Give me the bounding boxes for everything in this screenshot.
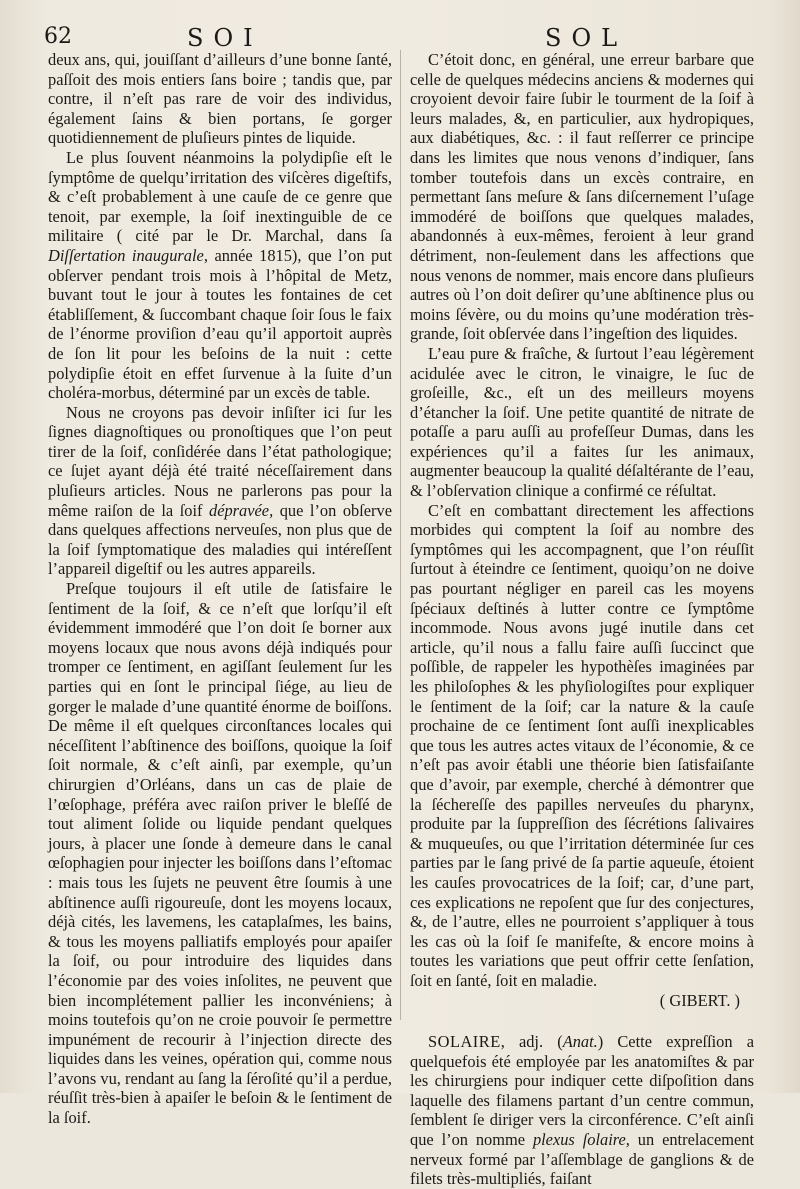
paragraph: deux ans, qui, jouiſſant d’ailleurs d’une bonne ſanté, paſſoit des mois entiers ſans boire ; tandis que, par contre, il n’eſt pas rare de voir des individus, également ſains & bien portans, ſe gorger quotidiennement de pluſieurs pintes de liquide. xyxy=(48,50,392,148)
page-number: 62 xyxy=(44,24,72,49)
italic-term: plexus ſolaire, xyxy=(532,1130,630,1150)
italic-term: dépravée, xyxy=(209,500,274,520)
page-header xyxy=(0,18,800,54)
italic-title: Diſſertation inaugurale xyxy=(48,245,204,265)
spacer xyxy=(410,1010,754,1032)
column-divider xyxy=(400,50,401,1020)
entry-headword: SOLAIRE xyxy=(428,1032,501,1052)
author-signature: ( GIBERT. ) xyxy=(659,990,740,1010)
running-head-left: SOI xyxy=(187,24,263,52)
running-head-right: SOL xyxy=(545,24,628,52)
paragraph: C’eſt en combattant directement les affections morbides qui comptent la ſoif au nombre des ſymptômes qui les accompagnent, que l’on réuſſit ſurtout à éteindre ce ſentiment, quoiqu’on ne doive pas pourtant négliger en pareil cas les moyens ſpéciaux deſtinés à lutter contre ce ſymptôme incommode. Nous avons jugé inutile dans cet article, qu’il nous a fallu faire auſſi ſuccinct que poſſible, de rappeler les hypothèſes imaginées par les philoſophes & les phyſiologiſtes pour expliquer le ſentiment de la ſoif; car la nature & la cauſe prochaine de ce ſentiment ſont auſſi inexplicables que tous les autres actes vitaux de l’économie, & ce n’eſt pas avoir établi une théorie bien ſatisfaiſante que d’avoir, par exemple, cherché à démontrer que la ſéchereſſe des papilles nerveuſes du pharynx, produite par la ſuppreſſion des ſécrétions ſalivaires & muqueuſes, ou que l’irritation déterminée ſur ces parties par le ſang privé de ſa partie aqueuſe, étoient les cauſes provocatrices de la ſoif; car, d’une part, ces explications ne repoſent que ſur des conjectures, &, de l’autre, elles ne pourroient s’appliquer à tous les cas où la ſoif ſe manifeſte, & encore moins à toutes les variations que peut offrir cette ſenſation, ſoit en ſanté, ſoit en maladie. xyxy=(410,500,754,990)
entry-abbreviation: Anat. xyxy=(562,1032,598,1052)
dictionary-entry: SOLAIRE, adj. (Anat.) Cette expreſſion a quelquefois été employée par les anatomiſtes & par les chirurgiens pour indiquer cette diſpoſition dans laquelle des filamens partant d’un centre commun, ſemblent ſe diriger vers la circonférence. C’eſt ainſi que l’on nomme plexus ſolaire, un entrelacement nerveux formé par l’aſſemblage de ganglions & de filets très-multipliés, faiſant xyxy=(410,1032,755,1189)
right-column xyxy=(410,50,754,1189)
paragraph: L’eau pure & fraîche, & ſurtout l’eau légèrement acidulée avec le citron, le vinaigre, le ſuc de groſeille, &c., eſt un des meilleurs moyens d’étancher la ſoif. Une petite quantité de nitrate de potaſſe a paru auſſi au profeſſeur Dumas, dans les expériences qu’il a faites ſur les animaux, augmenter beaucoup la qualité déſaltérante de l’eau, & l’obſervation clinique a confirmé ce réſultat. xyxy=(410,343,754,501)
paragraph: C’étoit donc, en général, une erreur barbare que celle de quelques médecins anciens & modernes qui croyoient devoir faire ſubir le tourment de la ſoif à leurs malades, &, en particulier, aux hydropiques, aux diabétiques, &c. : il faut reſſerrer ce principe dans les limites que nous venons d’indiquer, ſans tomber toutefois dans un excès contraire, en permettant ſans meſure & ſans diſcernement l’uſage immodéré de boiſſons que quelques malades, abandonnés à eux-mêmes, feroient à leur grand détriment, non-ſeulement dans les affections que nous venons de nommer, mais encore dans pluſieurs autres où l’on doit deſirer qu’une abſtinence plus ou moins ſévère, ou du moins qu’une modération très-grande, ſoit obſervée dans l’ingeſtion des liquides. xyxy=(410,50,754,344)
paragraph: Le plus ſouvent néanmoins la polydipſie eſt le ſymptôme de quelqu’irritation des viſcères digeſtifs, & c’eſt probablement à une cauſe de ce genre que tenoit, par exemple, la ſoif inextinguible de ce militaire ( cité par le Dr. Marchal, dans ſa Diſſertation inaugurale, année 1815), que l’on put obſerver pendant trois mois à l’hôpital de Metz, buvant tout le jour à toutes les fontaines de cet établiſſement, & ſuccombant chaque ſoir ſous le faix de l’énorme proviſion d’eau qu’il apportoit auprès de ſon lit pour les beſoins de la nuit : cette polydipſie étoit en effet ſurvenue à la ſuite d’un choléra-morbus, déterminé par un excès de table. xyxy=(48,147,393,403)
left-column xyxy=(48,50,392,1128)
paragraph: Nous ne croyons pas devoir inſiſter ici ſur les ſignes diagnoſtiques ou pronoſtiques que l’on peut tirer de la ſoif, conſidérée dans l’état pathologique; ce ſujet ayant déjà été traité néceſſairement dans pluſieurs articles. Nous ne parlerons pas pour la même raiſon de la ſoif dépravée, que l’on obſerve dans quelques affections nerveuſes, non plus que de la ſoif ſymptomatique des maladies qui intéreſſent l’appareil digeſtif ou les autres appareils. xyxy=(48,402,392,579)
paragraph: Preſque toujours il eſt utile de ſatisfaire le ſentiment de la ſoif, & ce n’eſt que lorſqu’il eſt évidemment immodéré que l’on doit ſe borner aux moyens locaux que nous avons déjà indiqués pour tromper ce ſentiment, en agiſſant ſeulement ſur les parties qui en ſont le principal ſiége, au lieu de gorger le malade d’une quantité énorme de boiſſons. De même il eſt quelques circonſtances locales qui néceſſitent l’abſtinence des boiſſons, quoique la ſoif ſoit normale, & c’eſt ainſi, par exemple, qu’un chirurgien d’Orléans, dans un cas de plaie de l’œſophage, préféra avec raiſon priver le bleſſé de tout aliment ſolide ou liquide pendant quelques jours, à placer une ſonde à demeure dans le canal œſophagien pour injecter les boiſſons dans l’eſtomac : mais tous les ſujets ne peuvent être ſoumis à une abſtinence auſſi rigoureuſe, dont les moyens locaux, déjà cités, les lavemens, les cataplaſmes, les bains, & tous les moyens palliatifs employés pour apaiſer la ſoif, ou pour introduire des liquides dans l’économie par des voies inſolites, ne peuvent que bien incomplétement pallier les inconvéniens; à moins toutefois qu’on ne croie pouvoir ſe permettre impunément de recourir à l’injection directe des liquides dans les veines, opération qui, comme nous l’avons vu, rendant au ſang la ſéroſité qu’il a perdue, réuſſit très-bien à apaiſer le beſoin & le ſentiment de la ſoif. xyxy=(48,579,392,1128)
